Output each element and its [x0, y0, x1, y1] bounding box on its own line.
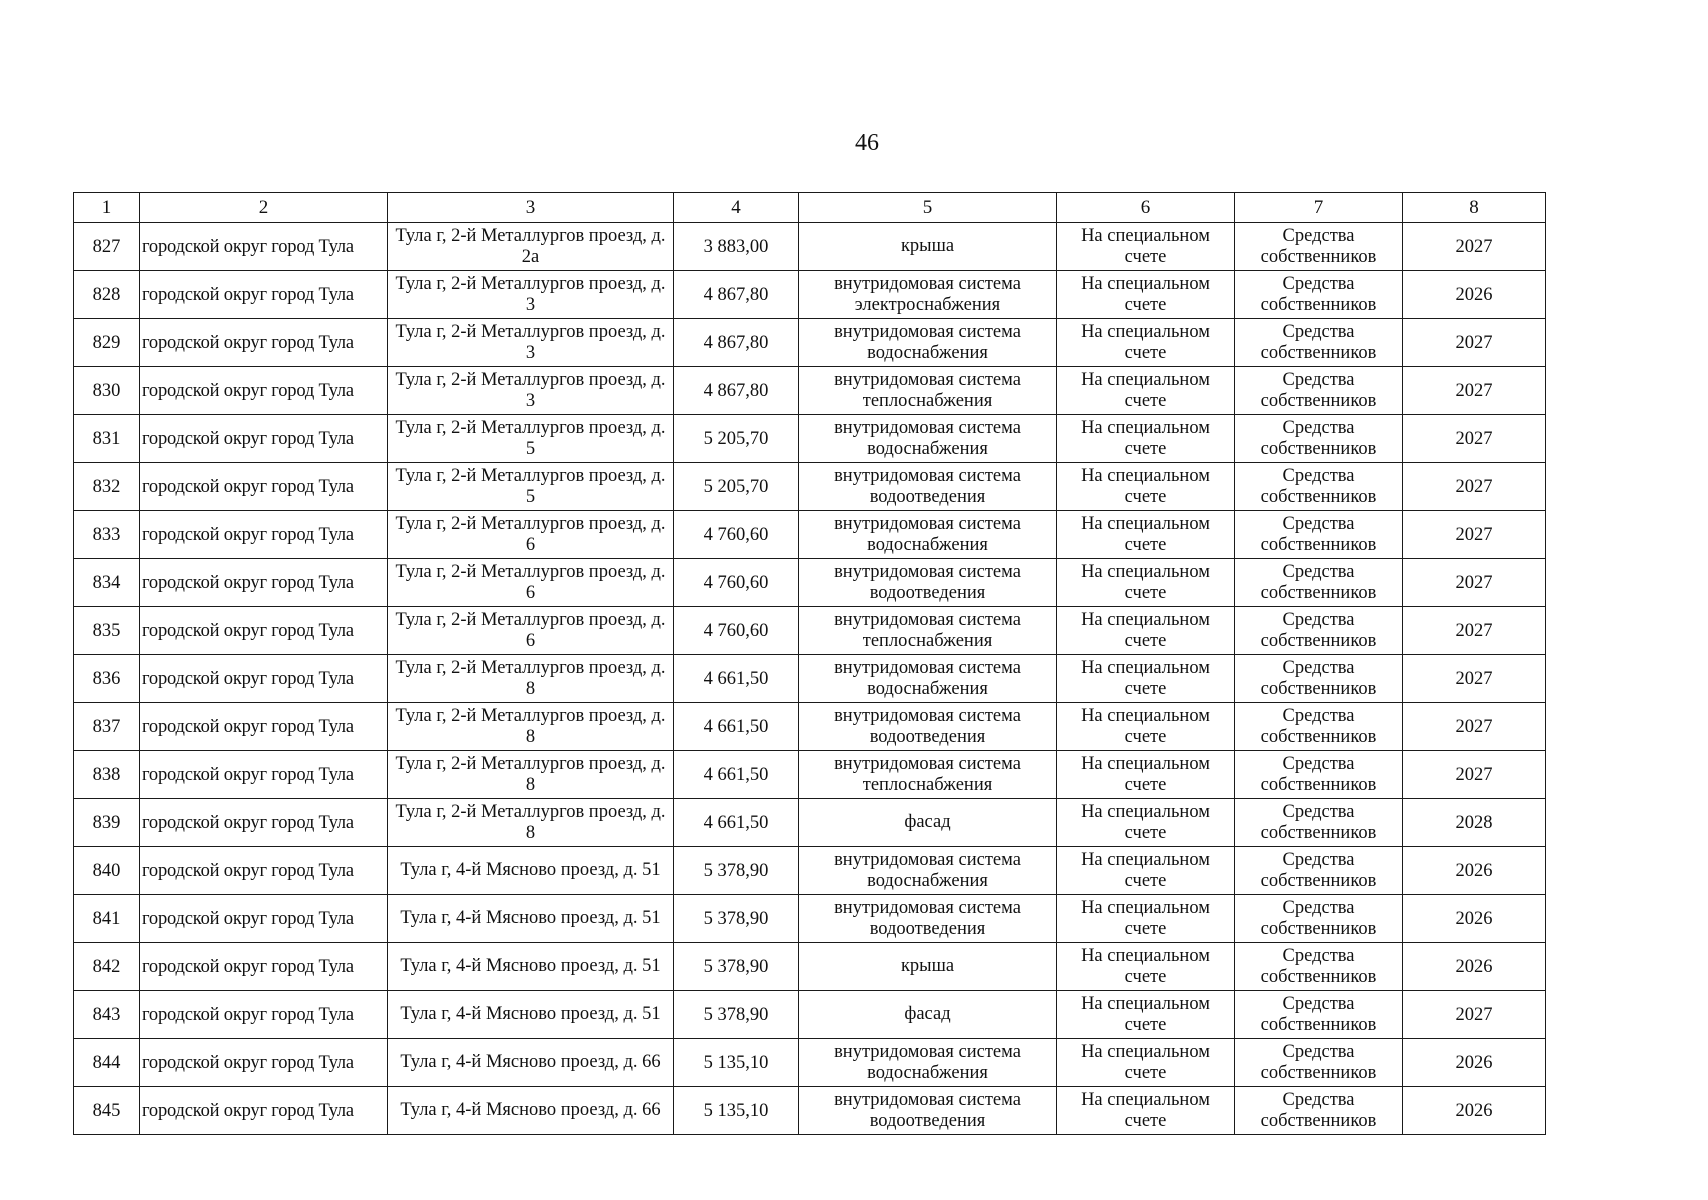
funding-source-cell: Средства собственников	[1235, 319, 1403, 367]
area-cell: 4 661,50	[674, 703, 799, 751]
table-row	[74, 655, 1546, 703]
work-type-cell: внутридомовая система водоснабжения	[799, 1039, 1057, 1087]
funding-source-cell: Средства собственников	[1235, 751, 1403, 799]
column-header-4: 4	[674, 193, 799, 223]
municipality-cell: городской округ город Тула	[140, 463, 388, 511]
year-cell: 2027	[1403, 463, 1546, 511]
year-cell: 2027	[1403, 319, 1546, 367]
row-number: 832	[74, 463, 140, 511]
municipality-cell: городской округ город Тула	[140, 799, 388, 847]
address-cell: Тула г, 4-й Мясново проезд, д. 51	[388, 991, 674, 1039]
work-type-cell: внутридомовая система водоснабжения	[799, 415, 1057, 463]
work-type-cell: фасад	[799, 991, 1057, 1039]
table-row	[74, 847, 1546, 895]
account-cell: На специальном счете	[1057, 1039, 1235, 1087]
row-number: 834	[74, 559, 140, 607]
address-cell: Тула г, 2-й Металлургов проезд, д. 5	[388, 415, 674, 463]
account-cell: На специальном счете	[1057, 511, 1235, 559]
row-number: 829	[74, 319, 140, 367]
work-type-cell: крыша	[799, 943, 1057, 991]
column-header-1: 1	[74, 193, 140, 223]
area-cell: 4 760,60	[674, 607, 799, 655]
municipality-cell: городской округ город Тула	[140, 1039, 388, 1087]
account-cell: На специальном счете	[1057, 943, 1235, 991]
year-cell: 2027	[1403, 751, 1546, 799]
municipality-cell: городской округ город Тула	[140, 751, 388, 799]
row-number: 828	[74, 271, 140, 319]
year-cell: 2026	[1403, 847, 1546, 895]
capital-repair-table	[73, 192, 1546, 1135]
column-header-8: 8	[1403, 193, 1546, 223]
funding-source-cell: Средства собственников	[1235, 559, 1403, 607]
area-cell: 5 135,10	[674, 1087, 799, 1135]
year-cell: 2027	[1403, 415, 1546, 463]
table-row	[74, 511, 1546, 559]
year-cell: 2027	[1403, 991, 1546, 1039]
table-row	[74, 223, 1546, 271]
address-cell: Тула г, 2-й Металлургов проезд, д. 8	[388, 703, 674, 751]
row-number: 831	[74, 415, 140, 463]
work-type-cell: внутридомовая система водоснабжения	[799, 319, 1057, 367]
year-cell: 2027	[1403, 367, 1546, 415]
account-cell: На специальном счете	[1057, 1087, 1235, 1135]
row-number: 845	[74, 1087, 140, 1135]
municipality-cell: городской округ город Тула	[140, 943, 388, 991]
table-row	[74, 1087, 1546, 1135]
account-cell: На специальном счете	[1057, 607, 1235, 655]
address-cell: Тула г, 2-й Металлургов проезд, д. 6	[388, 559, 674, 607]
table-row	[74, 319, 1546, 367]
table-row	[74, 367, 1546, 415]
work-type-cell: внутридомовая система водоотведения	[799, 463, 1057, 511]
funding-source-cell: Средства собственников	[1235, 607, 1403, 655]
account-cell: На специальном счете	[1057, 271, 1235, 319]
funding-source-cell: Средства собственников	[1235, 943, 1403, 991]
table-row	[74, 943, 1546, 991]
area-cell: 5 135,10	[674, 1039, 799, 1087]
work-type-cell: внутридомовая система водоотведения	[799, 1087, 1057, 1135]
funding-source-cell: Средства собственников	[1235, 415, 1403, 463]
work-type-cell: внутридомовая система водоснабжения	[799, 511, 1057, 559]
table-row	[74, 799, 1546, 847]
area-cell: 5 378,90	[674, 895, 799, 943]
year-cell: 2027	[1403, 703, 1546, 751]
funding-source-cell: Средства собственников	[1235, 223, 1403, 271]
area-cell: 5 205,70	[674, 463, 799, 511]
work-type-cell: внутридомовая система электроснабжения	[799, 271, 1057, 319]
funding-source-cell: Средства собственников	[1235, 367, 1403, 415]
address-cell: Тула г, 4-й Мясново проезд, д. 66	[388, 1039, 674, 1087]
area-cell: 4 661,50	[674, 799, 799, 847]
year-cell: 2026	[1403, 895, 1546, 943]
municipality-cell: городской округ город Тула	[140, 607, 388, 655]
account-cell: На специальном счете	[1057, 367, 1235, 415]
year-cell: 2026	[1403, 271, 1546, 319]
table-row	[74, 415, 1546, 463]
year-cell: 2028	[1403, 799, 1546, 847]
funding-source-cell: Средства собственников	[1235, 799, 1403, 847]
table-row	[74, 703, 1546, 751]
funding-source-cell: Средства собственников	[1235, 703, 1403, 751]
address-cell: Тула г, 4-й Мясново проезд, д. 51	[388, 847, 674, 895]
table-header	[74, 193, 1546, 223]
account-cell: На специальном счете	[1057, 847, 1235, 895]
column-header-6: 6	[1057, 193, 1235, 223]
work-type-cell: внутридомовая система теплоснабжения	[799, 367, 1057, 415]
work-type-cell: внутридомовая система теплоснабжения	[799, 607, 1057, 655]
work-type-cell: внутридомовая система водоснабжения	[799, 847, 1057, 895]
municipality-cell: городской округ город Тула	[140, 559, 388, 607]
funding-source-cell: Средства собственников	[1235, 991, 1403, 1039]
funding-source-cell: Средства собственников	[1235, 271, 1403, 319]
funding-source-cell: Средства собственников	[1235, 847, 1403, 895]
area-cell: 5 378,90	[674, 991, 799, 1039]
work-type-cell: внутридомовая система водоснабжения	[799, 655, 1057, 703]
row-number: 837	[74, 703, 140, 751]
municipality-cell: городской округ город Тула	[140, 319, 388, 367]
column-header-5: 5	[799, 193, 1057, 223]
account-cell: На специальном счете	[1057, 415, 1235, 463]
year-cell: 2027	[1403, 607, 1546, 655]
account-cell: На специальном счете	[1057, 751, 1235, 799]
area-cell: 4 760,60	[674, 511, 799, 559]
municipality-cell: городской округ город Тула	[140, 511, 388, 559]
area-cell: 4 867,80	[674, 271, 799, 319]
row-number: 836	[74, 655, 140, 703]
address-cell: Тула г, 4-й Мясново проезд, д. 51	[388, 895, 674, 943]
address-cell: Тула г, 2-й Металлургов проезд, д. 6	[388, 511, 674, 559]
area-cell: 4 760,60	[674, 559, 799, 607]
work-type-cell: внутридомовая система водоотведения	[799, 559, 1057, 607]
row-number: 840	[74, 847, 140, 895]
year-cell: 2027	[1403, 655, 1546, 703]
row-number: 843	[74, 991, 140, 1039]
column-header-2: 2	[140, 193, 388, 223]
row-number: 838	[74, 751, 140, 799]
account-cell: На специальном счете	[1057, 991, 1235, 1039]
account-cell: На специальном счете	[1057, 895, 1235, 943]
address-cell: Тула г, 2-й Металлургов проезд, д. 8	[388, 655, 674, 703]
row-number: 839	[74, 799, 140, 847]
address-cell: Тула г, 2-й Металлургов проезд, д. 8	[388, 751, 674, 799]
address-cell: Тула г, 2-й Металлургов проезд, д. 3	[388, 367, 674, 415]
area-cell: 5 205,70	[674, 415, 799, 463]
area-cell: 4 661,50	[674, 751, 799, 799]
column-header-3: 3	[388, 193, 674, 223]
row-number: 835	[74, 607, 140, 655]
table-body	[74, 223, 1546, 1135]
funding-source-cell: Средства собственников	[1235, 1039, 1403, 1087]
address-cell: Тула г, 2-й Металлургов проезд, д. 2а	[388, 223, 674, 271]
address-cell: Тула г, 2-й Металлургов проезд, д. 5	[388, 463, 674, 511]
account-cell: На специальном счете	[1057, 559, 1235, 607]
work-type-cell: крыша	[799, 223, 1057, 271]
table-row	[74, 991, 1546, 1039]
municipality-cell: городской округ город Тула	[140, 991, 388, 1039]
address-cell: Тула г, 4-й Мясново проезд, д. 66	[388, 1087, 674, 1135]
table-row	[74, 1039, 1546, 1087]
area-cell: 5 378,90	[674, 943, 799, 991]
municipality-cell: городской округ город Тула	[140, 271, 388, 319]
table-row	[74, 271, 1546, 319]
table-row	[74, 895, 1546, 943]
work-type-cell: внутридомовая система водоотведения	[799, 703, 1057, 751]
year-cell: 2026	[1403, 1039, 1546, 1087]
work-type-cell: внутридомовая система теплоснабжения	[799, 751, 1057, 799]
row-number: 827	[74, 223, 140, 271]
municipality-cell: городской округ город Тула	[140, 655, 388, 703]
year-cell: 2027	[1403, 511, 1546, 559]
account-cell: На специальном счете	[1057, 223, 1235, 271]
address-cell: Тула г, 4-й Мясново проезд, д. 51	[388, 943, 674, 991]
row-number: 833	[74, 511, 140, 559]
municipality-cell: городской округ город Тула	[140, 415, 388, 463]
funding-source-cell: Средства собственников	[1235, 511, 1403, 559]
account-cell: На специальном счете	[1057, 799, 1235, 847]
header-row	[74, 193, 1546, 223]
area-cell: 4 661,50	[674, 655, 799, 703]
funding-source-cell: Средства собственников	[1235, 1087, 1403, 1135]
address-cell: Тула г, 2-й Металлургов проезд, д. 8	[388, 799, 674, 847]
column-header-7: 7	[1235, 193, 1403, 223]
page-number: 46	[855, 130, 879, 156]
funding-source-cell: Средства собственников	[1235, 463, 1403, 511]
area-cell: 4 867,80	[674, 319, 799, 367]
table-row	[74, 463, 1546, 511]
row-number: 830	[74, 367, 140, 415]
municipality-cell: городской округ город Тула	[140, 1087, 388, 1135]
work-type-cell: внутридомовая система водоотведения	[799, 895, 1057, 943]
area-cell: 3 883,00	[674, 223, 799, 271]
municipality-cell: городской округ город Тула	[140, 703, 388, 751]
year-cell: 2026	[1403, 1087, 1546, 1135]
area-cell: 4 867,80	[674, 367, 799, 415]
area-cell: 5 378,90	[674, 847, 799, 895]
table-row	[74, 751, 1546, 799]
funding-source-cell: Средства собственников	[1235, 895, 1403, 943]
municipality-cell: городской округ город Тула	[140, 847, 388, 895]
year-cell: 2027	[1403, 559, 1546, 607]
municipality-cell: городской округ город Тула	[140, 223, 388, 271]
table-row	[74, 607, 1546, 655]
account-cell: На специальном счете	[1057, 319, 1235, 367]
year-cell: 2026	[1403, 943, 1546, 991]
row-number: 842	[74, 943, 140, 991]
municipality-cell: городской округ город Тула	[140, 895, 388, 943]
account-cell: На специальном счете	[1057, 463, 1235, 511]
account-cell: На специальном счете	[1057, 655, 1235, 703]
table-row	[74, 559, 1546, 607]
row-number: 841	[74, 895, 140, 943]
address-cell: Тула г, 2-й Металлургов проезд, д. 3	[388, 271, 674, 319]
funding-source-cell: Средства собственников	[1235, 655, 1403, 703]
work-type-cell: фасад	[799, 799, 1057, 847]
row-number: 844	[74, 1039, 140, 1087]
address-cell: Тула г, 2-й Металлургов проезд, д. 6	[388, 607, 674, 655]
account-cell: На специальном счете	[1057, 703, 1235, 751]
year-cell: 2027	[1403, 223, 1546, 271]
municipality-cell: городской округ город Тула	[140, 367, 388, 415]
address-cell: Тула г, 2-й Металлургов проезд, д. 3	[388, 319, 674, 367]
